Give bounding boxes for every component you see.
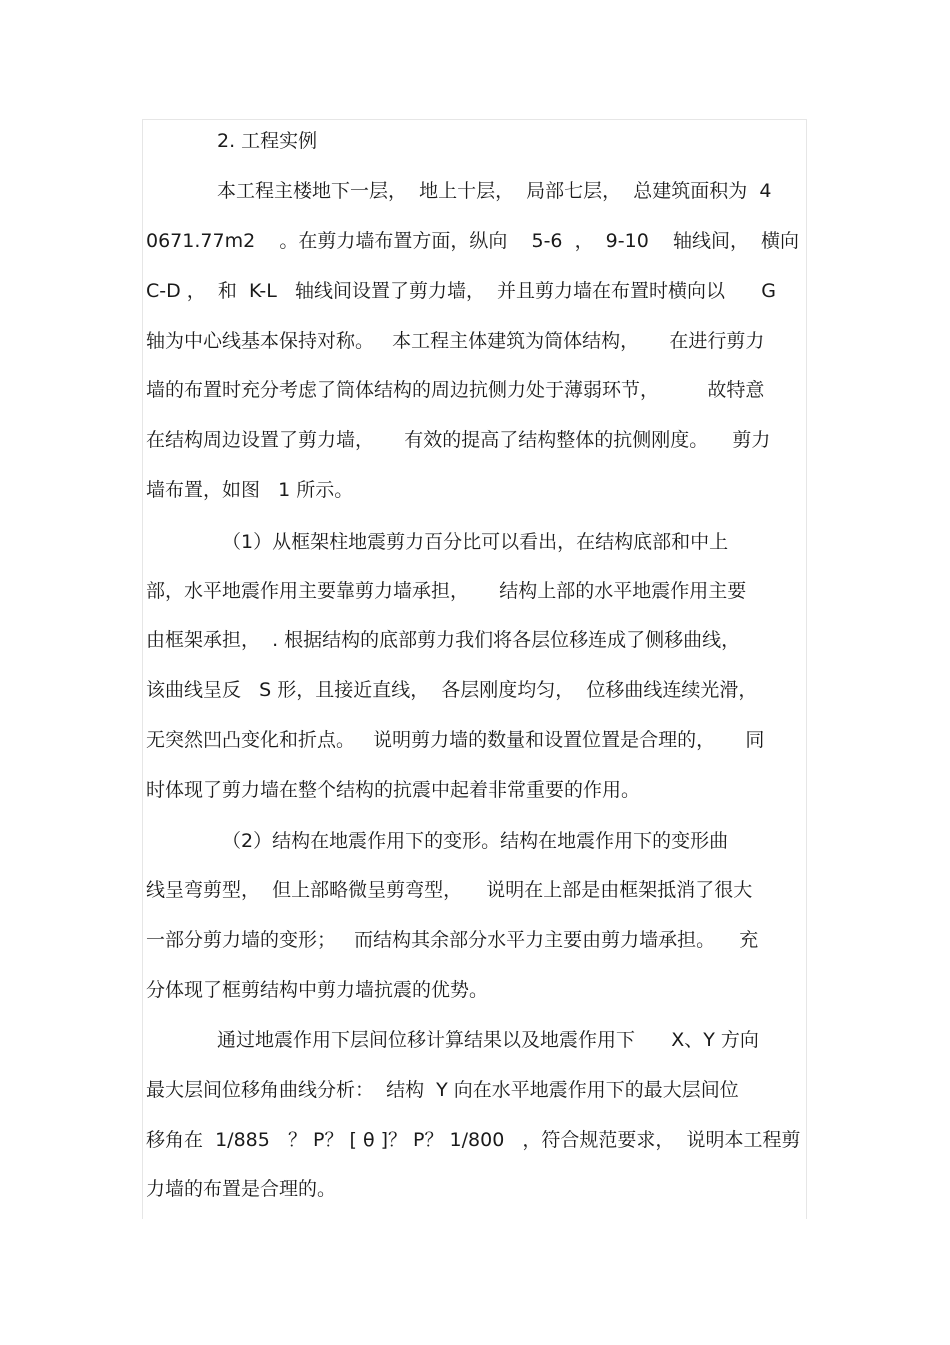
- paragraph-line: 无突然凹凸变化和折点。 说明剪力墙的数量和设置位置是合理的， 同: [146, 729, 765, 751]
- paragraph-line: 力墙的布置是合理的。: [146, 1178, 337, 1200]
- paragraph-line: 在结构周边设置了剪力墙， 有效的提高了结构整体的抗侧刚度。 剪力: [146, 429, 771, 451]
- paragraph-line: 分体现了框剪结构中剪力墙抗震的优势。: [146, 979, 489, 1001]
- paragraph-line: 部，水平地震作用主要靠剪力墙承担， 结构上部的水平地震作用主要: [146, 580, 747, 602]
- section-heading: 2. 工程实例: [217, 130, 318, 152]
- paragraph-line: 墙布置，如图 1 所示。: [146, 479, 354, 501]
- paragraph-line: （2）结构在地震作用下的变形。结构在地震作用下的变形曲: [222, 830, 729, 852]
- paragraph-line: 0671.77m2 。在剪力墙布置方面，纵向 5-6 ， 9-10 轴线间， 横向: [146, 230, 800, 252]
- paragraph-line: 最大层间位移角曲线分析： 结构 Y 向在水平地震作用下的最大层间位: [146, 1079, 739, 1101]
- paragraph-line: （1）从框架柱地震剪力百分比可以看出，在结构底部和中上: [222, 531, 729, 553]
- paragraph-line: 一部分剪力墙的变形； 而结构其余部分水平力主要由剪力墙承担。 充: [146, 929, 759, 951]
- paragraph-line: 墙的布置时充分考虑了筒体结构的周边抗侧力处于薄弱环节， 故特意: [146, 379, 765, 401]
- paragraph-line: 线呈弯剪型， 但上部略微呈剪弯型， 说明在上部是由框架抵消了很大: [146, 879, 753, 901]
- paragraph-line: 由框架承担， . 根据结构的底部剪力我们将各层位移连成了侧移曲线，: [146, 629, 741, 651]
- paragraph-line: 轴为中心线基本保持对称。 本工程主体建筑为筒体结构， 在进行剪力: [146, 330, 765, 352]
- paragraph-line: 时体现了剪力墙在整个结构的抗震中起着非常重要的作用。: [146, 779, 641, 801]
- paragraph-line: 本工程主楼地下一层， 地上十层， 局部七层， 总建筑面积为 4: [217, 180, 772, 202]
- paragraph-line: C-D ， 和 K-L 轴线间设置了剪力墙， 并且剪力墙在布置时横向以 G: [146, 280, 777, 302]
- paragraph-line: 移角在 1/885 ？ P？ [ θ ]？ P？ 1/800 ，符合规范要求， 说明本工程剪: [146, 1129, 801, 1151]
- paragraph-line: 该曲线呈反 S 形，且接近直线， 各层刚度均匀， 位移曲线连续光滑，: [146, 679, 758, 701]
- paragraph-line: 通过地震作用下层间位移计算结果以及地震作用下 X、Y 方向: [217, 1029, 759, 1051]
